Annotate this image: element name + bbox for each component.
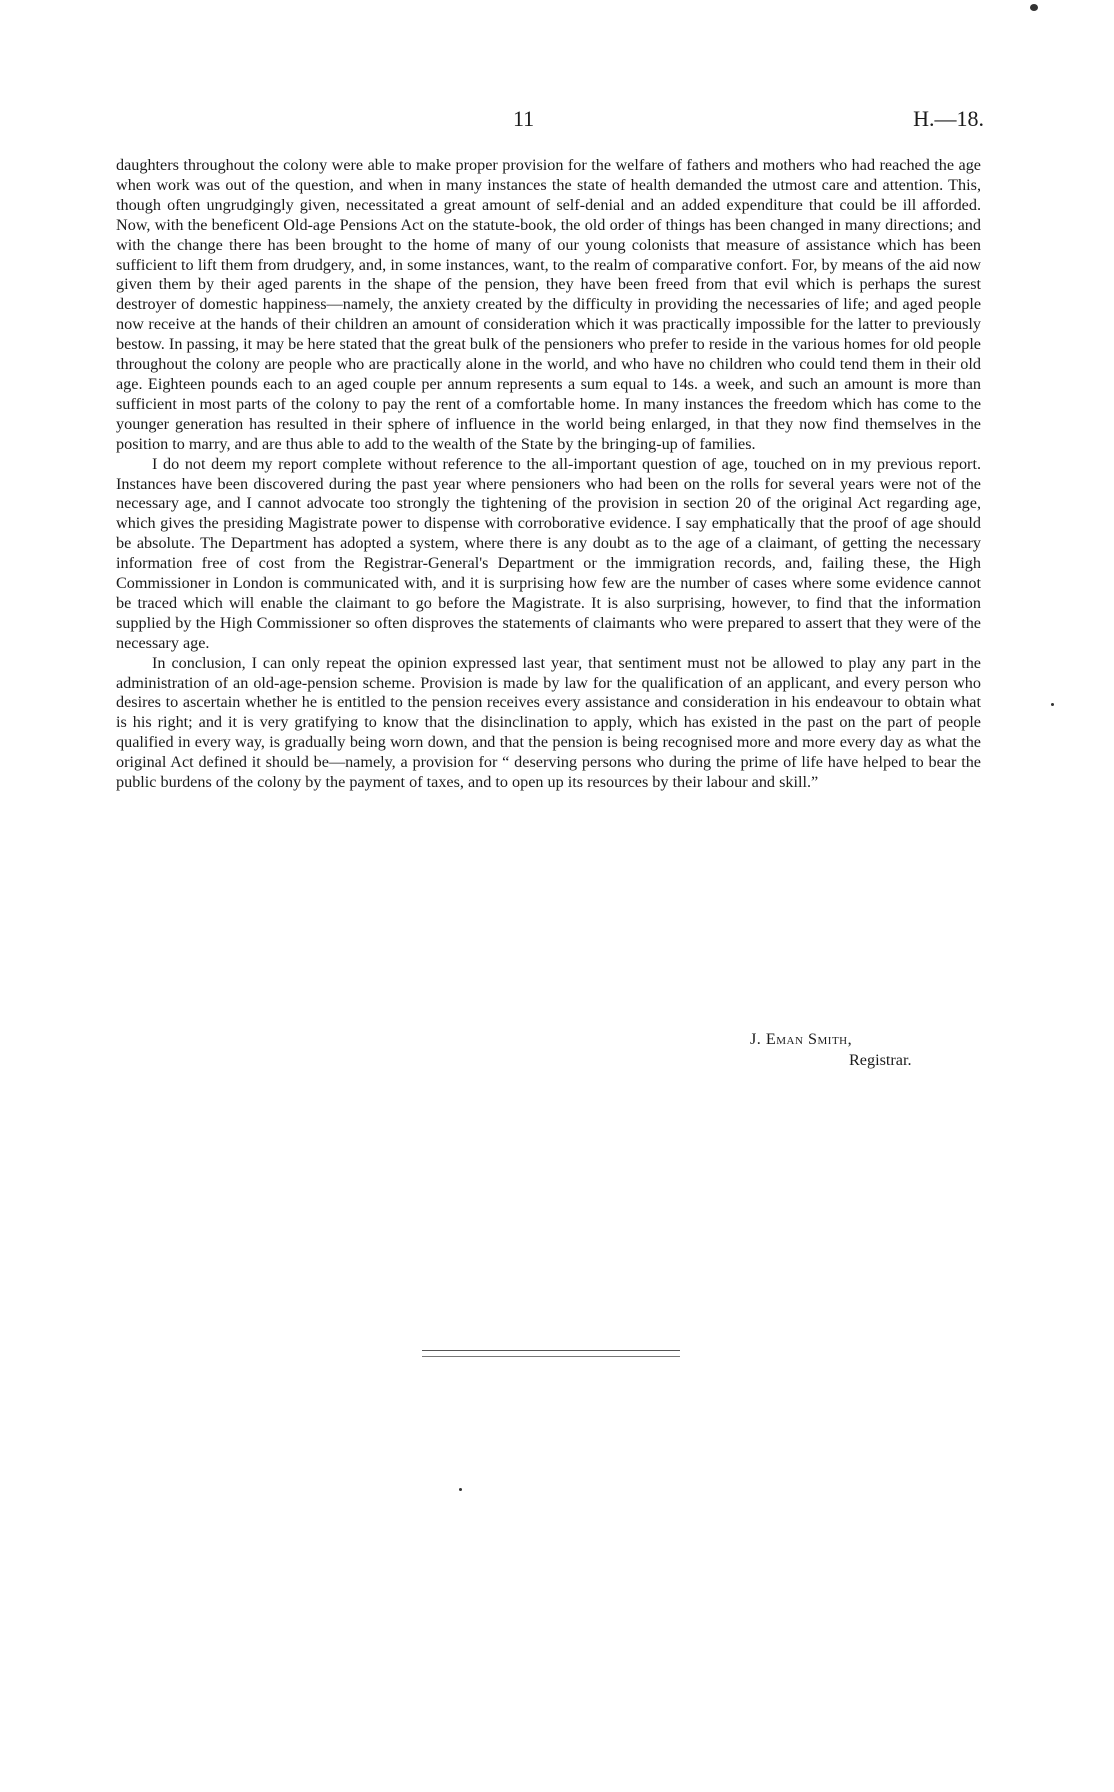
signature-block [750,1029,912,1071]
paragraph-pension-benefits: daughters throughout the colony were able to make proper provision for the welfare of fathers and mothers who had reached the age when work was out of the question, and when in many instances the state of health demanded the utmost care and attention. This, though often ungrudgingly given, necessitated a great amount of self-denial and an added expenditure that could be ill afforded. Now, with the beneficent Old-age Pensions Act on the statute-book, the old order of things has been changed in many directions; and with the change there has been brought to the home of many of our young colonists that measure of assistance which has been sufficient to lift them from drudgery, and, in some instances, want, to the realm of comparative confort. For, by means of the aid now given them by their aged parents in the shape of the pension, they have been freed from that evil which is perhaps the surest destroyer of domestic happiness—namely, the anxiety created by the difficulty in providing the necessaries of life; and aged people now receive at the hands of their children an amount of consideration which it was practically impossible for the latter to previously bestow. In passing, it may be here stated that the great bulk of the pensioners who prefer to reside in the various homes for old people throughout the colony are people who are practically alone in the world, and who have no children who could tend them in their old age. Eighteen pounds each to an aged couple per annum represents a sum equal to 14s. a week, and such an amount is more than sufficient in most parts of the colony to pay the rent of a comfortable home. In many instances the freedom which has come to the younger generation has resulted in their sphere of influence in the world being enlarged, in that they now find themselves in the position to marry, and are thus able to add to the wealth of the State by the bringing-up of families. [116,156,981,453]
section-end-rule [422,1350,680,1357]
scan-mark [1051,703,1054,706]
signatory-title: Registrar. [849,1051,912,1069]
paragraph-conclusion: In conclusion, I can only repeat the opinion expressed last year, that sentiment must not be allowed to play any part in the administration of an old-age-pension scheme. Provision is made by law for the qualification of an applicant, and every person who desires to ascertain whether he is entitled to the pension receives every assistance and consideration in his endeavour to obtain what is his right; and it is very gratifying to know that the disinclination to apply, which has existed in the past on the part of people qualified in every way, is gradually being worn down, and that the pension is being recognised more and more every day as what the original Act defined it should be—namely, a provision for “ deserving persons who during the prime of life have helped to bear the public burdens of the colony by the payment of taxes, and to open up its resources by their labour and skill.” [116,653,981,792]
scan-mark [1030,4,1038,11]
document-reference: H.—18. [913,106,984,131]
report-body [116,156,981,793]
signatory-name: J. Eman Smith, [750,1030,853,1048]
scan-mark [459,1488,462,1491]
paragraph-question-of-age: I do not deem my report complete without reference to the all-important question of age, touched on in my previous report. Instances have been discovered during the past year where pensioners who had been on the rolls for several years were not of the necessary age, and I cannot advocate too strongly the tightening of the provision in section 20 of the original Act regarding age, which gives the presiding Magistrate power to dispense with corroborative evidence. I say emphatically that the proof of age should be absolute. The Department has adopted a system, where there is any doubt as to the age of a claimant, of getting the necessary information free of cost from the Registrar-General's Department or the immigration records, and, failing these, the High Commissioner in London is communicated with, and it is surprising how few are the number of cases where some evidence cannot be traced which will enable the claimant to go before the Magistrate. It is also surprising, however, to find that the information supplied by the High Commissioner so often disproves the statements of claimants who were prepared to assert that they were of the necessary age. [116,454,981,652]
page-header [118,106,984,136]
page-number: 11 [513,106,535,131]
